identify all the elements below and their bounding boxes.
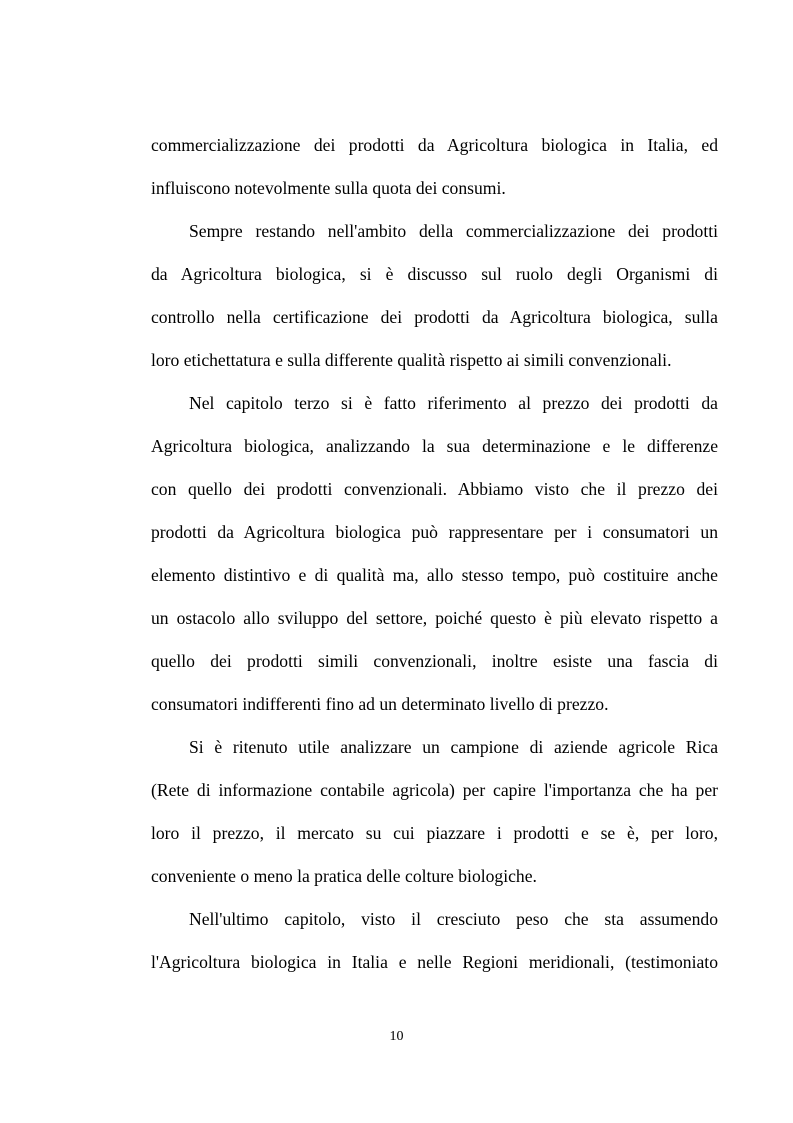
text-line: prodotti da Agricoltura biologica può rappresentare per i consumatori un: [151, 522, 718, 542]
text-line: consumatori indifferenti fino ad un determinato livello di prezzo.: [151, 694, 609, 714]
text-line: l'Agricoltura biologica in Italia e nelle Regioni meridionali, (testimoniato: [151, 952, 718, 972]
text-line: controllo nella certificazione dei prodotti da Agricoltura biologica, sulla: [151, 307, 718, 327]
text-line: Nel capitolo terzo si è fatto riferimento al prezzo dei prodotti da: [189, 393, 718, 413]
text-line: quello dei prodotti simili convenzionali, inoltre esiste una fascia di: [151, 651, 718, 671]
text-line: loro il prezzo, il mercato su cui piazzare i prodotti e se è, per loro,: [151, 823, 718, 843]
text-line: un ostacolo allo sviluppo del settore, poiché questo è più elevato rispetto a: [151, 608, 718, 628]
text-line: conveniente o meno la pratica delle colture biologiche.: [151, 866, 537, 886]
text-line: (Rete di informazione contabile agricola) per capire l'importanza che ha per: [151, 780, 718, 800]
text-line: elemento distintivo e di qualità ma, allo stesso tempo, può costituire anche: [151, 565, 718, 585]
text-line: con quello dei prodotti convenzionali. Abbiamo visto che il prezzo dei: [151, 479, 718, 499]
text-line: commercializzazione dei prodotti da Agricoltura biologica in Italia, ed: [151, 135, 718, 155]
text-line: loro etichettatura e sulla differente qualità rispetto ai simili convenzionali.: [151, 350, 672, 370]
text-line: Nell'ultimo capitolo, visto il cresciuto peso che sta assumendo: [189, 909, 718, 929]
text-line: influiscono notevolmente sulla quota dei consumi.: [151, 178, 506, 198]
text-line: Sempre restando nell'ambito della commercializzazione dei prodotti: [189, 221, 718, 241]
text-line: da Agricoltura biologica, si è discusso sul ruolo degli Organismi di: [151, 264, 718, 284]
page-number: 10: [389, 1029, 404, 1044]
text-line: Agricoltura biologica, analizzando la sua determinazione e le differenze: [151, 436, 718, 456]
text-line: Si è ritenuto utile analizzare un campione di aziende agricole Rica: [189, 737, 718, 757]
